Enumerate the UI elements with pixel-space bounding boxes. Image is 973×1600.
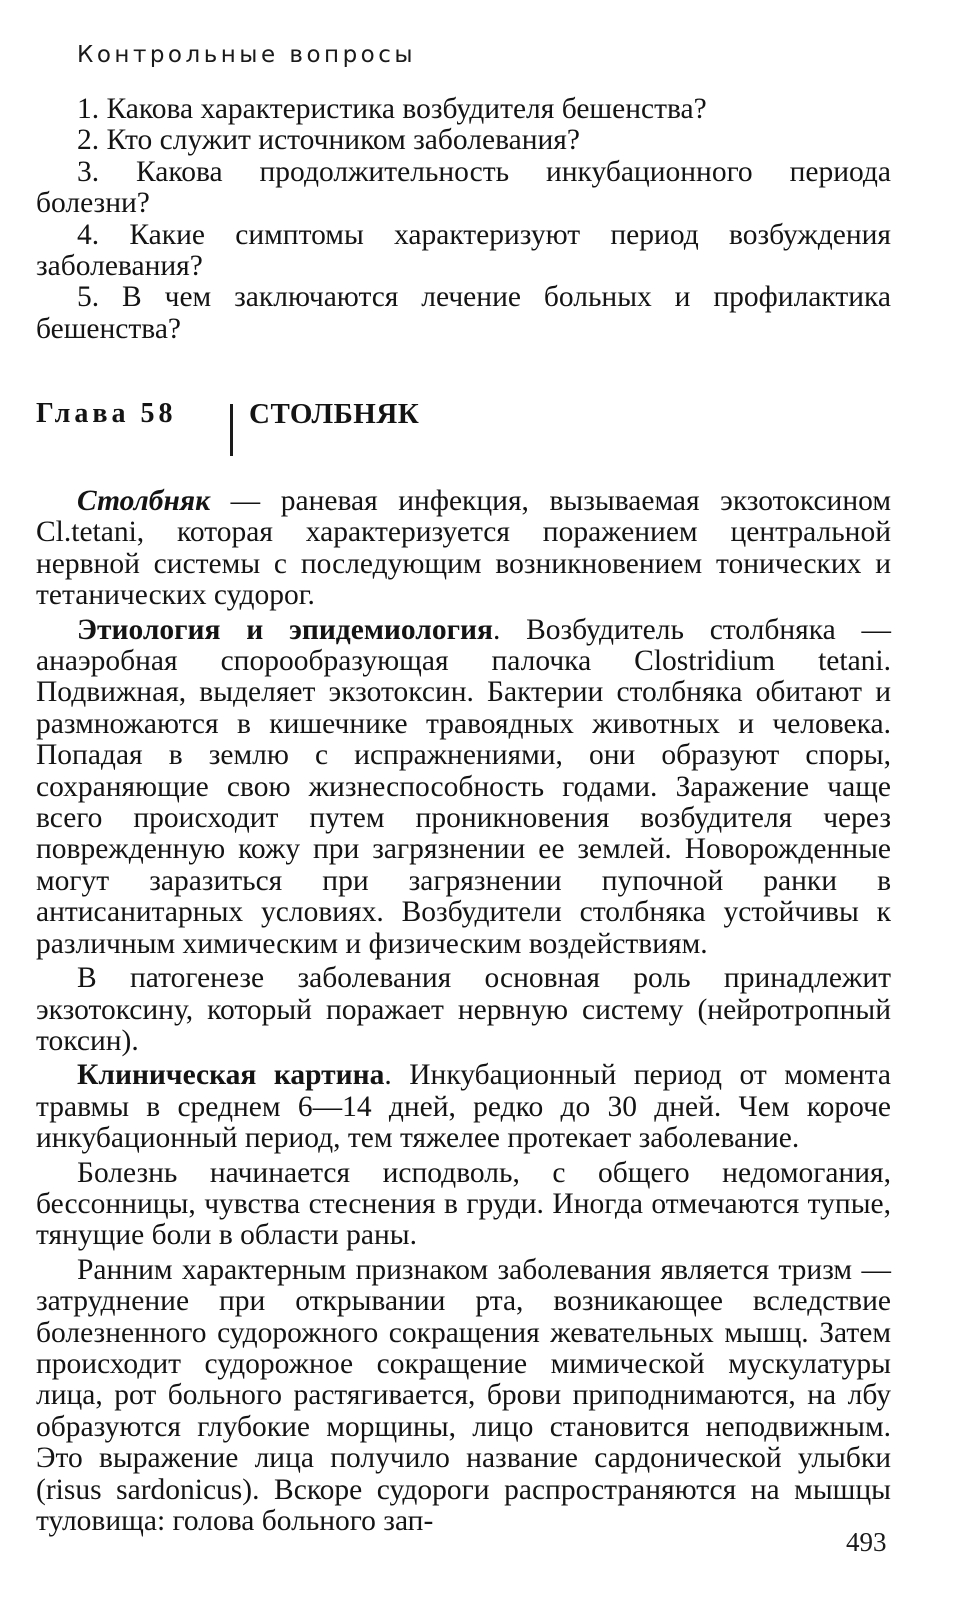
chapter-body <box>36 486 891 1540</box>
question-item: 2. Кто служит источником заболевания? <box>77 124 580 157</box>
etiology-text: . Возбудитель столбняка — анаэробная спорообразующая палочка Clostridium tetani. Подвижная, выделяет экзотоксин. Бактерии столбняка обитают и размножаются в кишечнике травоядных животных и человека. Попадая в землю с испражнениями, они образуют споры, сохраняющие свою жизнеспособность годами. Заражение чаще всего происходит путем проникновения возбудителя через поврежденную кожу при загрязнении ее землей. Новорожденные могут заразиться при загрязнении пупочной ранки в антисанитарных условиях. Возбудители столбняка устойчивы к различным химическим и физическим воздействиям. <box>36 613 891 960</box>
page-number: 493 <box>846 1527 887 1557</box>
clinical-text: . Инкубационный период от момента травмы в среднем 6—14 дней, редко до 30 дней. Чем короче инкубационный период, тем тяжелее протекает заболевание. <box>36 1059 891 1155</box>
chapter-title: СТОЛБНЯК <box>249 398 420 430</box>
chapter-divider <box>230 404 233 456</box>
pathogenesis-paragraph: В патогенезе заболевания основная роль принадлежит экзотоксину, который поражает нервную систему (нейротропный токсин). <box>36 962 891 1057</box>
onset-paragraph: Болезнь начинается исподволь, с общего недомогания, бессонницы, чувства стеснения в груди. Иногда отмечаются тупые, тянущие боли в области раны. <box>36 1156 891 1252</box>
chapter-label: Глава 58 <box>36 398 177 429</box>
definition-term: Столбняк <box>77 485 211 517</box>
question-item: 3. Какова продолжительность инкубационного периода болезни? <box>36 155 891 220</box>
definition-paragraph <box>36 486 891 612</box>
question-item: 5. В чем заключаются лечение больных и профилактика бешенства? <box>36 281 891 345</box>
clinical-heading: Клиническая картина <box>77 1059 385 1092</box>
question-item: 1. Какова характеристика возбудителя бешенства? <box>77 93 707 125</box>
section-heading: Контрольные вопросы <box>77 42 417 68</box>
trismus-paragraph: Ранним характерным признаком заболевания является тризм — затруднение при открывании рта, возникающее вследствие болезненного судорожного сокращения жевательных мышц. Затем происходит судорожное сокращение мимической мускулатуры лица, рот больного растягивается, брови приподнимаются, на лбу образуются глубокие морщины, лицо становится неподвижным. Это выражение лица получило название сардонической улыбки (risus sardonicus). Вскоре судороги распространяются на мышцы туловища: голова больного зап- <box>36 1253 891 1537</box>
question-item: 4. Какие симптомы характеризуют период возбуждения заболевания? <box>36 218 891 283</box>
question-list <box>36 94 891 345</box>
clinical-paragraph <box>36 1060 891 1154</box>
etiology-paragraph <box>36 615 891 960</box>
etiology-heading: Этиология и эпидемиология <box>77 613 493 646</box>
definition-text: — раневая инфекция, вызываемая экзотоксином Cl.tetani, которая характеризуется поражением центральной нервной системы с последующим возникновением тонических и тетанических судорог. <box>36 485 891 612</box>
